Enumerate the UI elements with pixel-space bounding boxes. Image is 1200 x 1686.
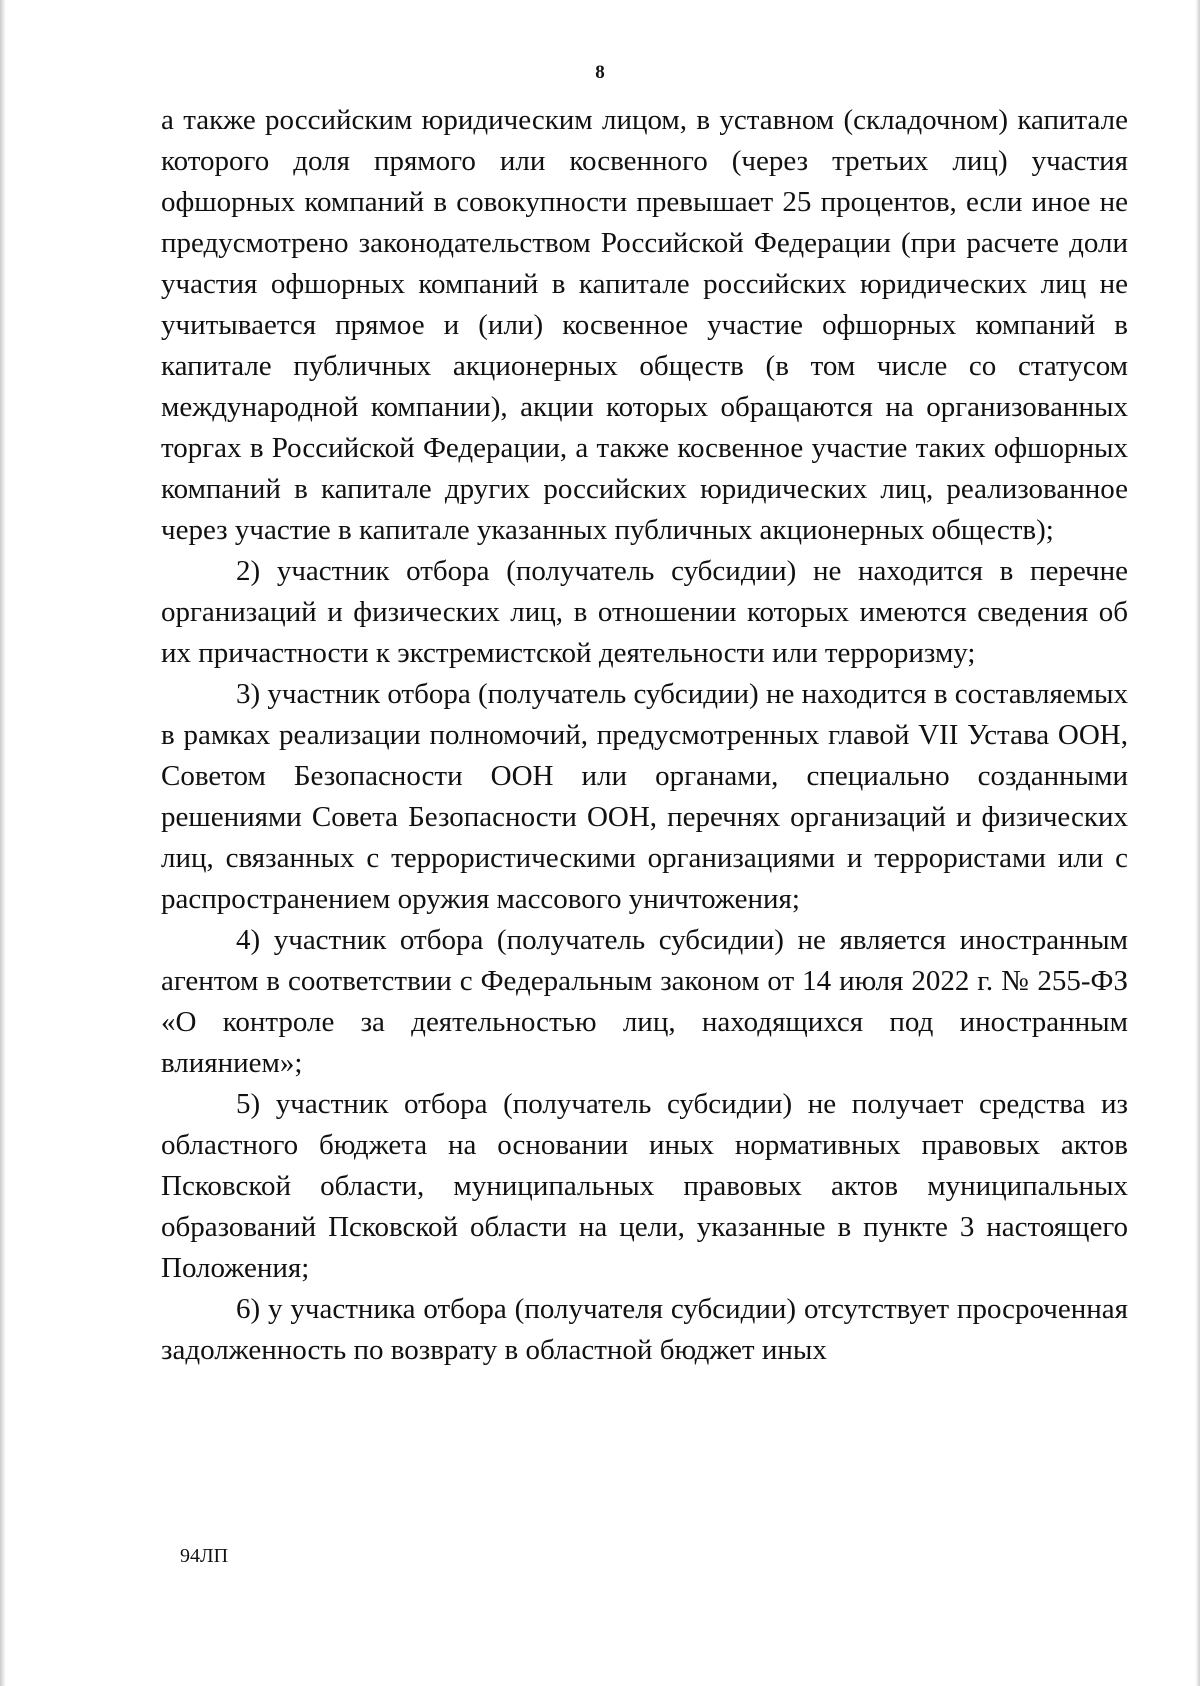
- scan-edge-left: [0, 0, 6, 1686]
- paragraph-item-6-overdue-debt: 6) у участника отбора (получателя субсидии) отсутствует просроченная задолженность по возврату в областной бюджет иных: [161, 1293, 1128, 1366]
- document-body: [161, 100, 1128, 1371]
- paragraph-item-2-extremism: 2) участник отбора (получатель субсидии) не находится в перечне организаций и физических лиц, в отношении которых имеются сведения об их причастности к экстремистской деятельности или терроризму;: [161, 555, 1128, 669]
- page-number: 8: [595, 62, 605, 83]
- paragraph-item-5-other-funding: 5) участник отбора (получатель субсидии) не получает средства из областного бюджета на основании иных нормативных правовых актов Псковской области, муниципальных правовых актов муниципальных образований Псковской области на цели, указанные в пункте 3 настоящего Положения;: [161, 1088, 1128, 1284]
- paragraph-item-4-foreign-agent: 4) участник отбора (получатель субсидии) не является иностранным агентом в соответствии с Федеральным законом от 14 июля 2022 г. № 255-ФЗ «О контроле за деятельностью лиц, находящихся под иностранным влиянием»;: [161, 924, 1128, 1079]
- paragraph-offshore-participation: а также российским юридическим лицом, в уставном (складочном) капитале которого доля прямого или косвенного (через третьих лиц) участия офшорных компаний в совокупности превышает 25 процентов, если иное не предусмотрено законодательством Российской Федерации (при расчете доли участия офшорных компаний в капитале российских юридических лиц не учитывается прямое и (или) косвенное участие офшорных компаний в капитале публичных акционерных обществ (в том числе со статусом международной компании), акции которых обращаются на организованных торгах в Российской Федерации, а также косвенное участие таких офшорных компаний в капитале других российских юридических лиц, реализованное через участие в капитале указанных публичных акционерных обществ);: [161, 104, 1128, 546]
- footer-document-code: 94ЛП: [180, 1545, 229, 1567]
- scan-edge-right: [1195, 0, 1200, 1686]
- paragraph-item-3-un-lists: 3) участник отбора (получатель субсидии) не находится в составляемых в рамках реализации полномочий, предусмотренных главой VII Устава ООН, Советом Безопасности ООН или органами, специально созданными решениями Совета Безопасности ООН, перечнях организаций и физических лиц, связанных с террористическими организациями и террористами или с распространением оружия массового уничтожения;: [161, 678, 1128, 915]
